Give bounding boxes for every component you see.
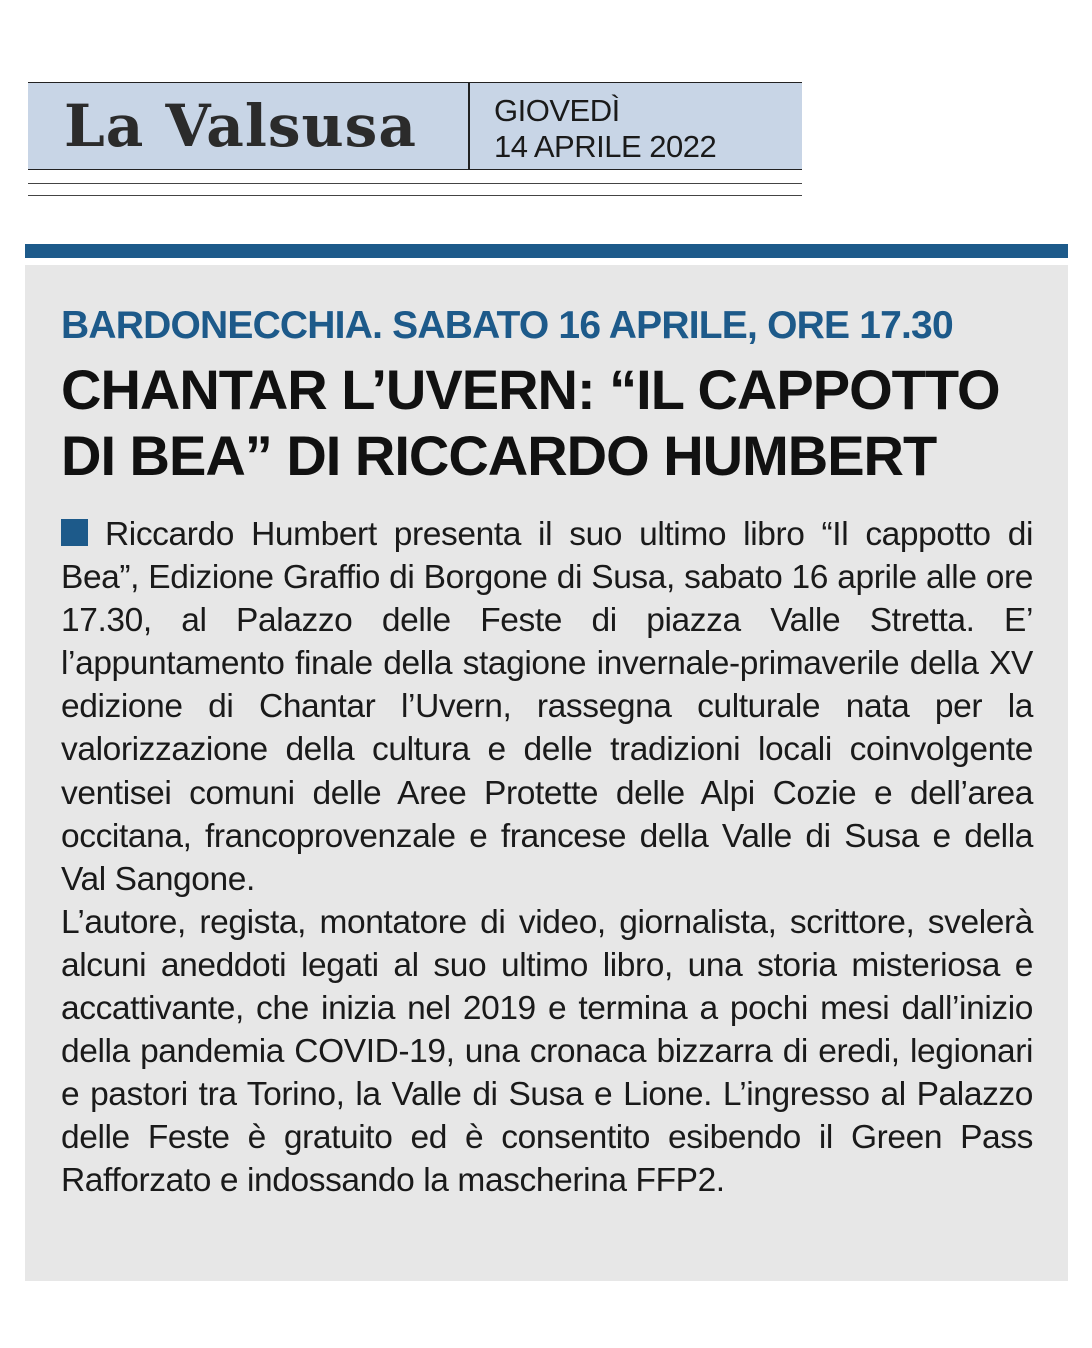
masthead-rule-bottom <box>28 195 802 196</box>
masthead-divider <box>468 83 470 169</box>
article-kicker: BARDONECCHIA. SABATO 16 APRILE, ORE 17.30 <box>61 304 953 347</box>
masthead <box>28 82 802 170</box>
publication-date-text: 14 APRILE 2022 <box>494 129 717 164</box>
article-headline <box>61 357 1051 489</box>
publication-day: GIOVEDÌ <box>494 93 620 128</box>
article-body <box>61 513 1033 1203</box>
newspaper-logo: La Valsusa <box>64 92 417 160</box>
paragraph-1-text: Riccardo Humbert presenta il suo ultimo libro “Il cappotto di Bea”, Edizione Graffio di Borgone di Susa, sabato 16 aprile alle ore 17.30, al Palazzo delle Feste di piazza Valle Stretta. E’ l’appuntamento finale della stagione invernale-primaverile della XV edizione di Chantar l’Uvern, rassegna culturale nata per la valorizzazione della cultura e delle tradizioni locali coinvolgente ventisei comuni delle Aree Protette delle Alpi Cozie e dell’area occitana, francoprovenzale e francese della Valle di Susa e della Val Sangone. <box>61 516 1033 898</box>
article-box <box>25 265 1068 1281</box>
masthead-rule-top <box>28 183 802 184</box>
paragraph-marker-icon <box>61 519 88 546</box>
headline-line-2: DI BEA” DI RICCARDO HUMBERT <box>61 424 937 487</box>
publication-date <box>494 93 716 165</box>
article-paragraph-1 <box>61 513 1033 901</box>
article-top-bar <box>25 244 1068 258</box>
article-paragraph-2: L’autore, regista, montatore di video, giornalista, scrittore, svelerà alcuni aneddoti legati al suo ultimo libro, una storia misteriosa e accattivante, che inizia nel 2019 e termina a pochi mesi dall’inizio della pandemia COVID-19, una cronaca bizzarra di eredi, legionari e pastori tra Torino, la Valle di Susa e Lione. L’ingresso al Palazzo delle Feste è gratuito ed è consentito esibendo il Green Pass Rafforzato e indossando la mascherina FFP2. <box>61 903 1033 1200</box>
headline-line-1: CHANTAR L’UVERN: “IL CAPPOTTO <box>61 358 1000 421</box>
